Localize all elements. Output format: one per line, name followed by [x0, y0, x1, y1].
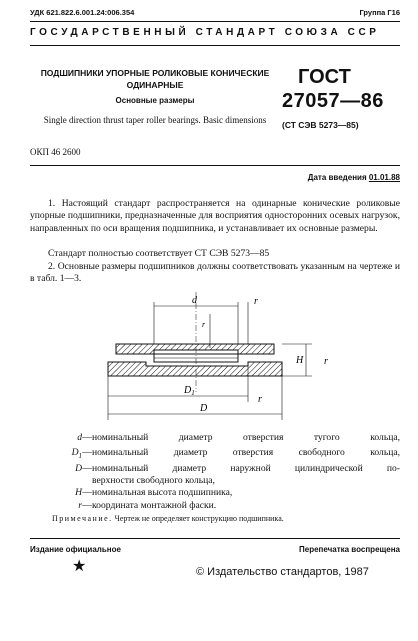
def-text: верхности свободного кольца, — [92, 475, 215, 487]
def-symbol: H — [75, 487, 82, 499]
intro-label: Дата введения — [307, 173, 367, 182]
paragraph-1: 1. Настоящий стандарт распространяется на одинарные конические роликовые упорные подшипники, предназначенные для восприятия односторонних осевых нагрузок, направленных по оси вращения подшипника, и устанавливает их основные размеры. — [30, 198, 400, 234]
copyright: © Издательство стандартов, 1987 — [196, 566, 369, 578]
label-h: H — [296, 355, 304, 366]
title-rule — [30, 165, 400, 166]
def-symbol: r — [78, 499, 82, 511]
label-r1: r — [202, 320, 206, 329]
introduction-date — [308, 173, 400, 182]
note-label: Примечание. — [52, 514, 113, 523]
label-r-right: r — [324, 356, 328, 367]
def-text: номинальная высота подшипника, — [92, 487, 233, 499]
title-russian: ПОДШИПНИКИ УПОРНЫЕ РОЛИКОВЫЕ КОНИЧЕСКИЕ ОДИНАРНЫЕ — [40, 68, 270, 90]
def-text: номинальный диаметр отверстия тугого кольца, — [92, 432, 400, 443]
intro-date-value: 01.01.88 — [368, 173, 400, 182]
paragraph-1b: Стандарт полностью соответствует СТ СЭВ 5273—85 — [48, 248, 270, 259]
def-text: номинальный диаметр наружной цилиндрической по- — [92, 462, 400, 474]
upper-ring — [116, 344, 274, 354]
gost-label: ГОСТ — [298, 66, 351, 88]
udk-code: УДК 621.822.6.001.24:006.354 — [30, 8, 135, 17]
group-code: Группа Г16 — [359, 8, 400, 17]
definition-H: H — номинальная высота подшипника, — [58, 487, 400, 499]
star-icon: ★ — [72, 558, 87, 575]
definition-d: d — номинальный диаметр отверстия тугого кольца, — [58, 432, 400, 447]
okp-code: ОКП 46 2600 — [30, 147, 81, 157]
note-text: Чертеж не определяет конструкцию подшипника. — [114, 514, 284, 523]
top-rule — [30, 21, 400, 22]
paragraph-2: 2. Основные размеры подшипников должны соответствовать указанным на чертеже и в табл. 1—3. — [30, 261, 400, 285]
definition-D: D — номинальный диаметр наружной цилиндрической по- — [58, 463, 400, 475]
definition-r: r — координата монтажной фаски. — [58, 500, 400, 512]
title-english: Single direction thrust taper roller bearings. Basic dimensions — [43, 115, 267, 125]
gost-number: 27057—86 — [282, 90, 384, 112]
footer-rule — [30, 538, 400, 539]
sev-reference: (СТ СЭВ 5273—85) — [282, 120, 359, 130]
definition-d1: $D_1$ — номинальный диаметр отверстия свободного кольца, — [58, 447, 400, 462]
note — [52, 514, 400, 523]
def-symbol: D — [75, 462, 82, 474]
official-edition: Издание официальное — [30, 545, 121, 554]
state-standard-heading: ГОСУДАРСТВЕННЫЙ СТАНДАРТ СОЮЗА ССР — [30, 27, 380, 38]
bearing-drawing — [98, 292, 338, 428]
subtitle-russian: Основные размеры — [115, 96, 195, 105]
lower-ring — [108, 362, 282, 376]
def-text: координата монтажной фаски. — [92, 499, 217, 511]
label-d1: $D_1$ — [184, 385, 195, 397]
reprint-forbidden: Перепечатка воспрещена — [299, 545, 400, 554]
label-d: d — [192, 295, 197, 306]
header-rule — [30, 45, 400, 46]
def-symbol: d — [77, 432, 82, 443]
label-D: D — [200, 403, 208, 414]
def-symbol: $D_1$ — [71, 447, 82, 461]
definitions-list — [58, 432, 400, 512]
def-text: номинальный диаметр отверстия свободного кольца, — [92, 447, 400, 459]
label-r-bottom: r — [258, 394, 262, 405]
definition-D-continued — [58, 475, 400, 487]
label-r-top: r — [254, 296, 258, 307]
